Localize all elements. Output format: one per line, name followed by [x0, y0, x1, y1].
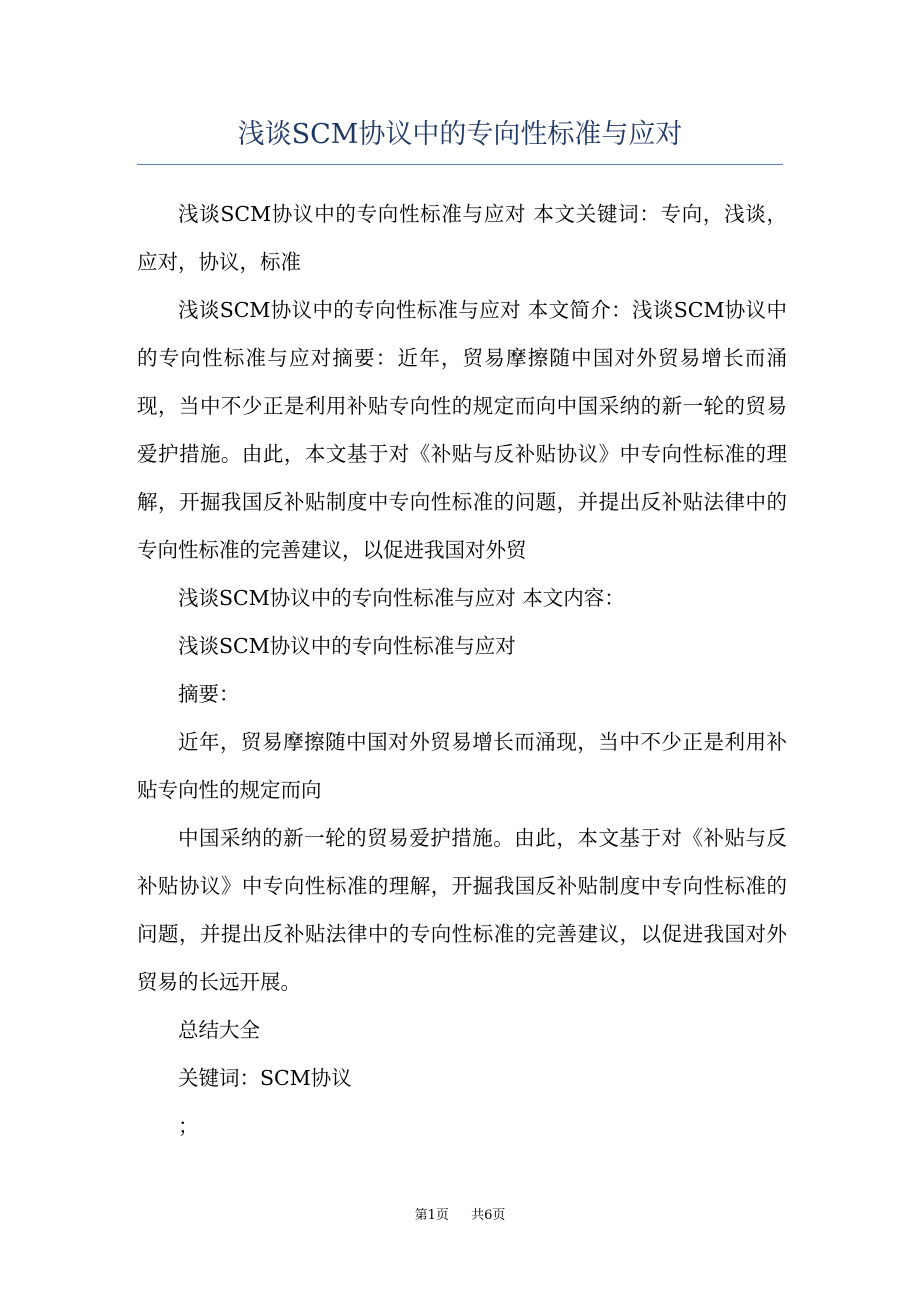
page-footer	[0, 1206, 920, 1226]
paragraph-article-title: 浅谈SCM协议中的专向性标准与应对	[178, 634, 516, 658]
paragraph-summary-label: 总结大全	[178, 1018, 260, 1042]
paragraph-abstract-part-1: 近年，贸易摩擦随中国对外贸易增长而涌现，当中不少正是利用补贴专向性的规定而向	[137, 730, 787, 802]
document-body	[137, 190, 787, 1150]
paragraph-semicolon: ；	[178, 1114, 199, 1138]
page-total: 共6页	[471, 1208, 506, 1223]
page-number: 第1页	[414, 1208, 449, 1223]
page-title: 浅谈SCM协议中的专向性标准与应对	[237, 119, 683, 150]
paragraph-introduction: 浅谈SCM协议中的专向性标准与应对 本文简介：浅谈SCM协议中的专向性标准与应对摘要：近年，贸易摩擦随中国对外贸易增长而涌现，当中不少正是利用补贴专向性的规定而向中国采纳的新一轮的贸易爱护措施。由此，本文基于对《补贴与反补贴协议》中专向性标准的理解，开掘我国反补贴制度中专向性标准的问题，并提出反补贴法律中的专向性标准的完善建议，以促进我国对外贸	[137, 298, 787, 562]
paragraph-content-label: 浅谈SCM协议中的专向性标准与应对 本文内容：	[178, 586, 625, 610]
paragraph-abstract-part-2: 中国采纳的新一轮的贸易爱护措施。由此，本文基于对《补贴与反补贴协议》中专向性标准的理解，开掘我国反补贴制度中专向性标准的问题，并提出反补贴法律中的专向性标准的完善建议，以促进我国对外贸易的长远开展。	[137, 826, 787, 994]
paragraph-keywords: 关键词：SCM协议	[178, 1066, 352, 1090]
title-divider	[137, 164, 783, 165]
paragraph-keywords-summary: 浅谈SCM协议中的专向性标准与应对 本文关键词：专向，浅谈，应对，协议，标准	[137, 202, 787, 274]
paragraph-abstract-label: 摘要：	[178, 682, 240, 706]
